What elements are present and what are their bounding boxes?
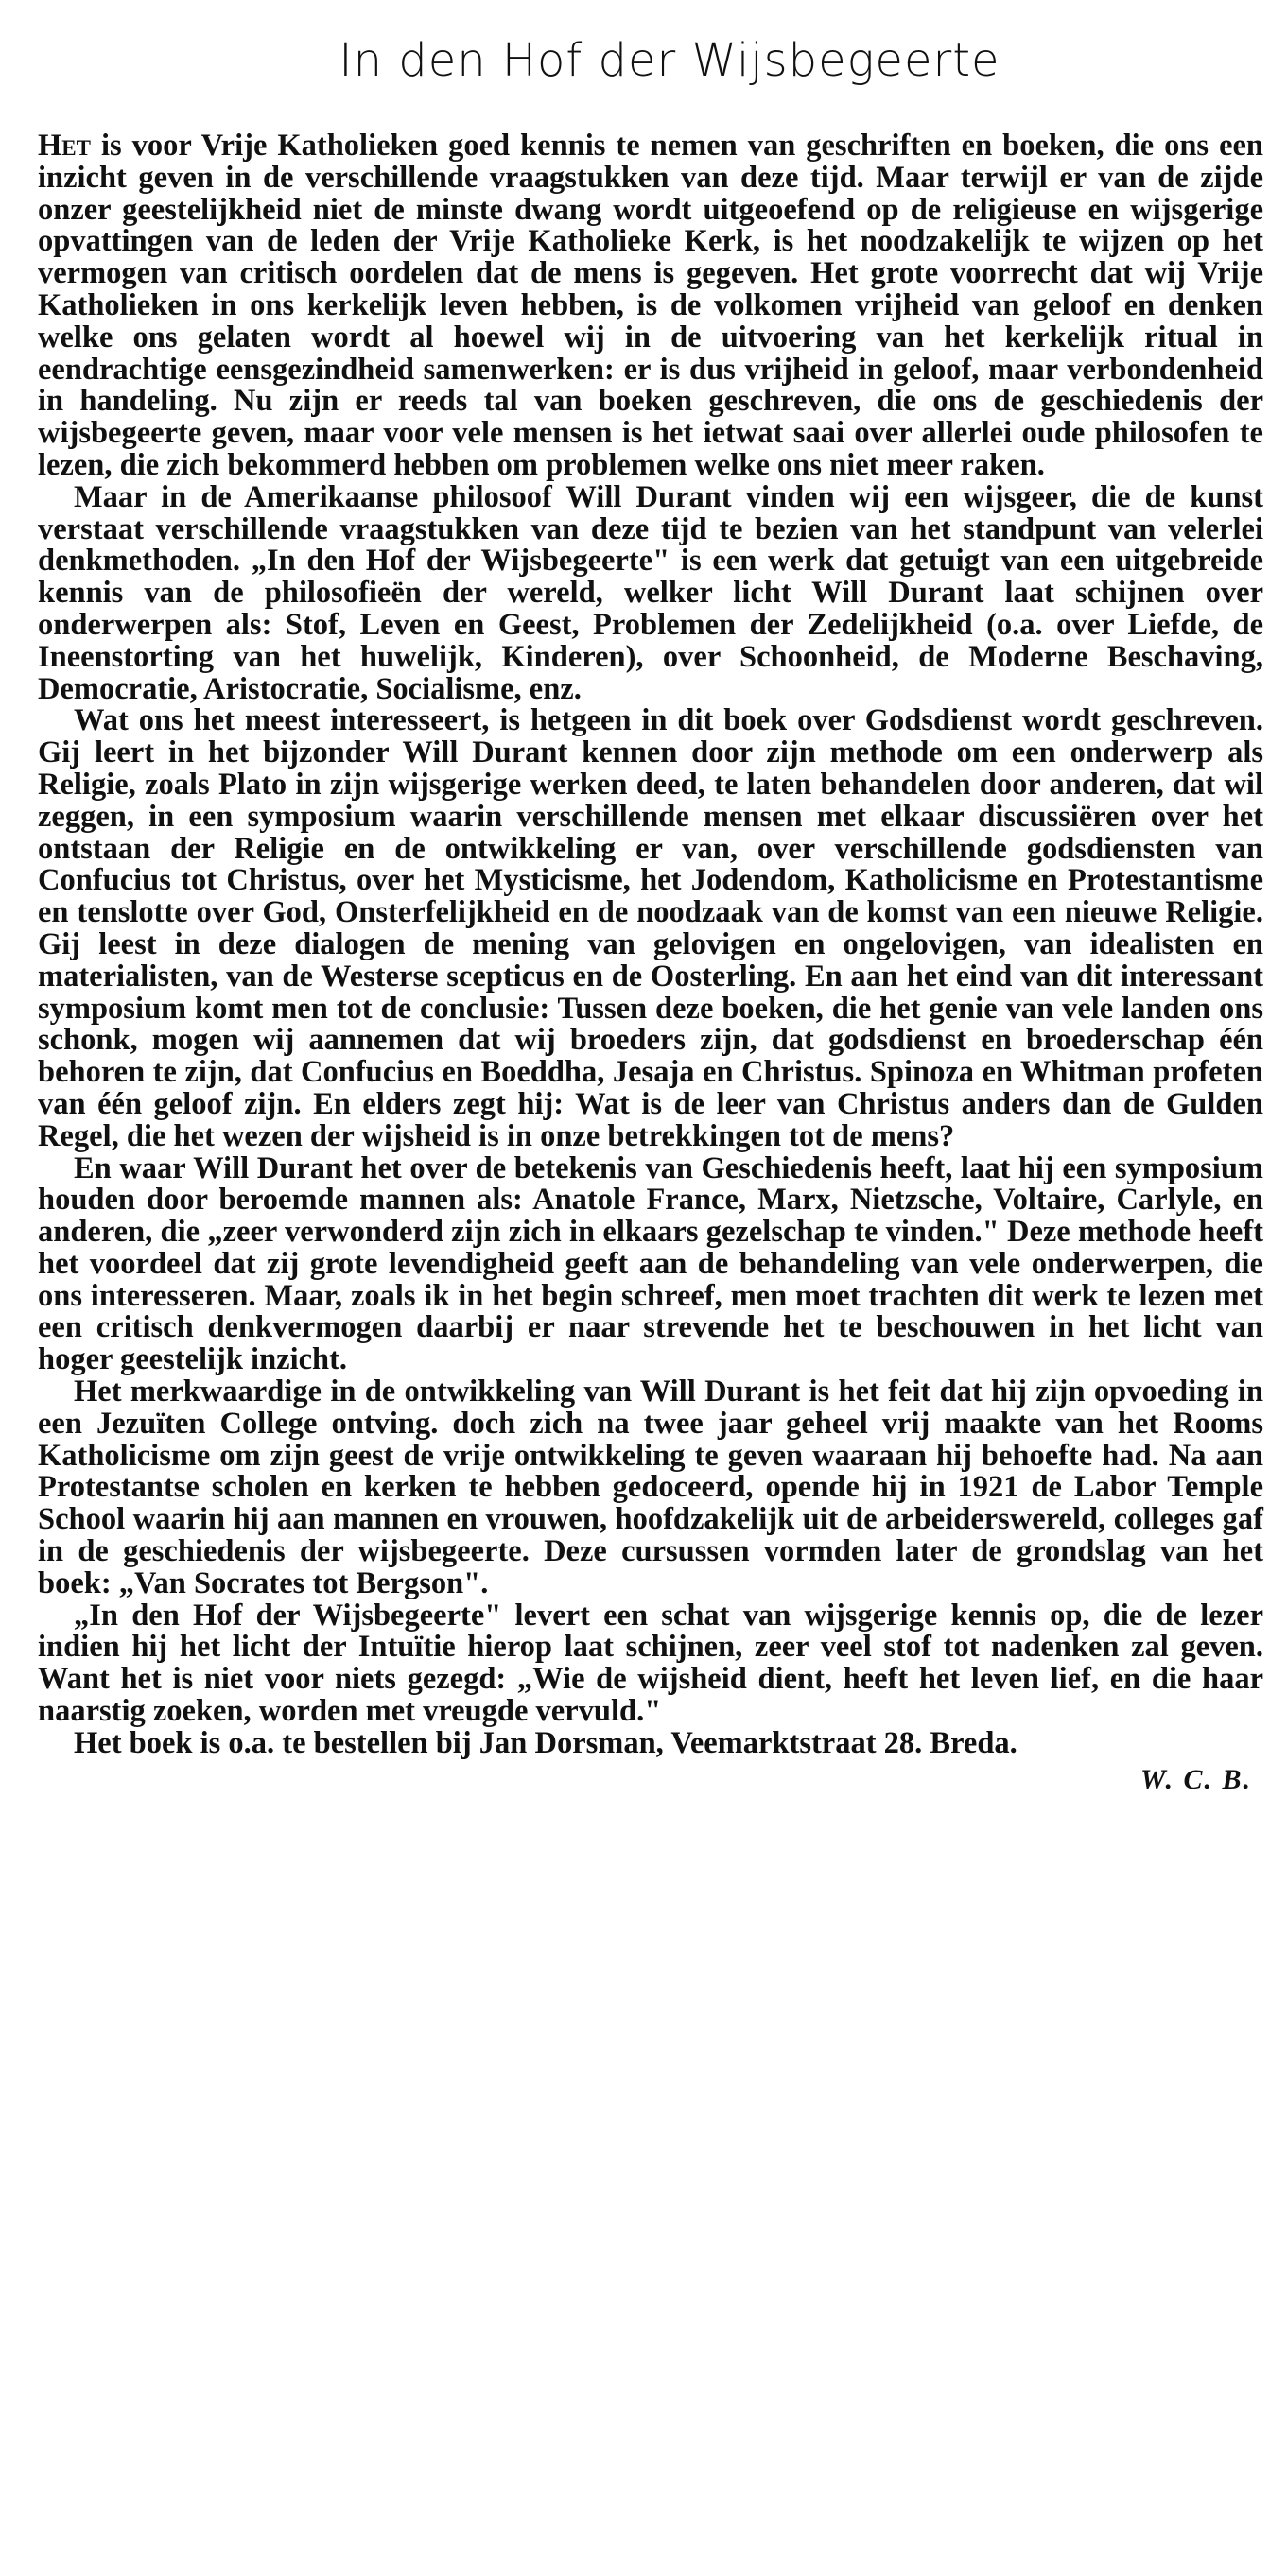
paragraph-1 [38,130,1263,482]
lead-word: Het [38,129,91,163]
paragraph-6: „In den Hof der Wijsbegeerte" levert een schat van wijsgerige kennis op, die de lezer indien hij het licht der Intuïtie hierop laat schijnen, zeer veel stof tot nadenken zal geven. Want het is niet voor niets gezegd: „Wie de wijsheid dient, heeft het leven lief, en die haar naarstig zoeken, worden met vreugde vervuld." [38,1598,1263,1729]
paragraph-1-text: is voor Vrije Katholieken goed kennis te nemen van geschriften en boeken, die ons een inzicht geven in de verschillende vraagstukken van deze tijd. Maar terwijl er van de zijde onzer geestelijkheid niet de minste dwang wordt uitgeoefend op de religieuse en wijsgerige opvattingen van de leden der Vrije Katholieke Kerk, is het noodzakelijk te wijzen op het vermogen van critisch oordelen dat de mens is gegeven. Het grote voorrecht dat wij Vrije Katholieken in ons kerkelijk leven hebben, is de volkomen vrijheid van geloof en denken welke ons gelaten wordt al hoewel wij in de uitvoering van het kerkelijk ritual in eendrachtige eensgezindheid samenwerken: er is dus vrijheid in geloof, maar verbondenheid in handeling. Nu zijn er reeds tal van boeken geschreven, die ons de geschiedenis der wijsbegeerte geven, maar voor vele mensen is het ietwat saai over allerlei oude philosofen te lezen, die zich bekommerd hebben om problemen welke ons niet meer raken. [38,129,1263,482]
author-signature: W. C. B. [1140,1763,1252,1795]
article-body [38,129,1263,1795]
closing-block [38,1725,1263,1795]
paragraph-3: Wat ons het meest interesseert, is hetgeen in dit boek over Godsdienst wordt geschreven. Gij leert in het bijzonder Will Durant kennen door zijn methode om een onderwerp als Religie, zoals Plato in zijn wijsgerige werken deed, te laten behandelen door anderen, dat wil zeggen, in een symposium waarin verschillende mensen met elkaar discussiëren over het ontstaan der Religie en de ontwikkeling er van, over verschillende godsdiensten van Confucius tot Christus, over het Mysticisme, het Jodendom, Katholicisme en Protestantisme en tenslotte over God, Onsterfelijkheid en de noodzaak van de komst van een nieuwe Religie. Gij leest in deze dialogen de mening van gelovigen en ongelovigen, van idealisten en materialisten, van de Westerse scepticus en de Oosterling. En aan het eind van dit interessant symposium komt men tot de conclusie: Tussen deze boeken, die het genie van vele landen ons schonk, mogen wij aannemen dat wij broeders zijn, dat godsdienst en broederschap één behoren te zijn, dat Confucius en Boeddha, Jesaja en Christus. Spinoza en Whitman profeten van één geloof zijn. En elders zegt hij: Wat is de leer van Christus anders dan de Gulden Regel, die het wezen der wijsheid is in onze betrekkingen tot de mens? [38,703,1263,1153]
article [38,0,1263,2576]
article-title: In den Hof der Wijsbegeerte [339,34,1000,87]
paragraph-2: Maar in de Amerikaanse philosoof Will Durant vinden wij een wijsgeer, die de kunst verstaat verschillende vraagstukken van deze tijd te bezien van het standpunt van velerlei denkmethoden. „In den Hof der Wijsbegeerte" is een werk dat getuigt van een uitgebreide kennis van de philosofieën der wereld, welker licht Will Durant laat schijnen over onderwerpen als: Stof, Leven en Geest, Problemen der Zedelijkheid (o.a. over Liefde, de Ineenstorting van het huwelijk, Kinderen), over Schoonheid, de Moderne Beschaving, Democratie, Aristocratie, Socialisme, enz. [38,479,1263,706]
ordering-note: Het boek is o.a. te bestellen bij Jan Dorsman, Veemarktstraat 28. Breda. [74,1725,1017,1760]
paragraph-5: Het merkwaardige in de ontwikkeling van Will Durant is het feit dat hij zijn opvoeding in een Jezuïten College ontving. doch zich na twee jaar geheel vrij maakte van het Rooms Katholicisme om zijn geest de vrije ontwikkeling te geven waaraan hij behoefte had. Na aan Protestantse scholen en kerken te hebben gedoceerd, opende hij in 1921 de Labor Temple School waarin hij aan mannen en vrouwen, hoofdzakelijk uit de arbeiderswereld, colleges gaf in de geschiedenis der wijsbegeerte. Deze cursussen vormden later de grondslag van het boek: „Van Socrates tot Bergson". [38,1374,1263,1600]
paragraph-4: En waar Will Durant het over de betekenis van Geschiedenis heeft, laat hij een symposium houden door beroemde mannen als: Anatole France, Marx, Nietzsche, Voltaire, Carlyle, en anderen, die „zeer verwonderd zijn zich in elkaars gezelschap te vinden." Deze methode heeft het voordeel dat zij grote levendigheid geeft aan de behandeling van vele onderwerpen, die ons interesseren. Maar, zoals ik in het begin schreef, men moet trachten dit werk te lezen met een critisch denkvermogen daarbij er naar strevende het te beschouwen in het licht van hoger geestelijk inzicht. [38,1150,1263,1377]
